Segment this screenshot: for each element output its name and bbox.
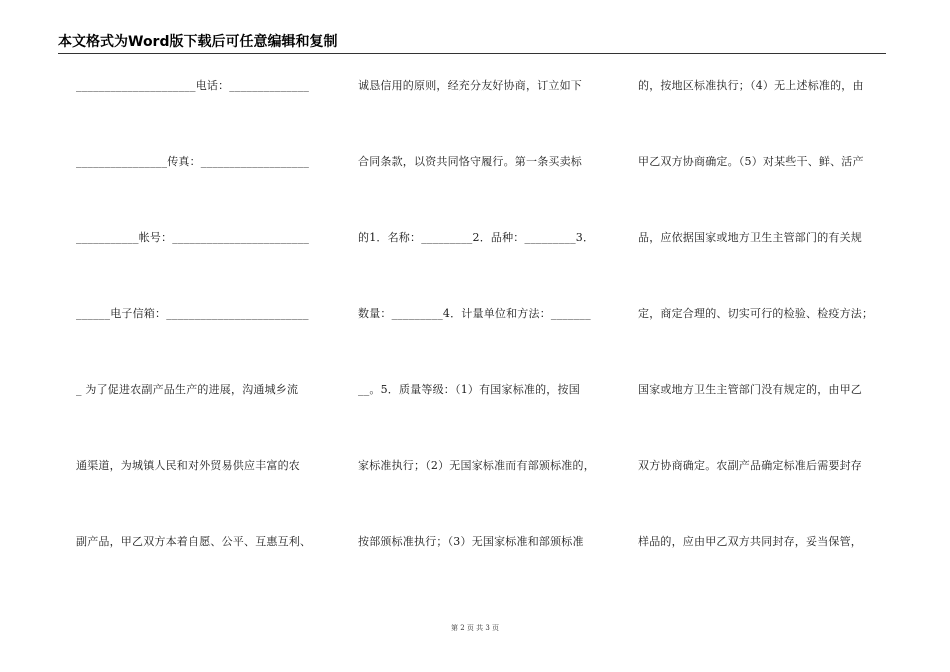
text-line: ___________帐号：________________________	[76, 231, 310, 244]
text-line: 双方协商确定。农副产品确定标准后需要封存	[638, 459, 862, 472]
header-title: 本文格式为Word版下载后可任意编辑和复制	[58, 34, 338, 50]
text-column-1	[76, 78, 324, 610]
text-line: 通渠道，为城镇人民和对外贸易供应丰富的农	[76, 459, 300, 472]
text-line: ________________传真：___________________	[76, 155, 310, 168]
text-line: 品，应依据国家或地方卫生主管部门的有关规	[638, 231, 862, 244]
page-number: 第 2 页 共 3 页	[450, 624, 500, 632]
text-line: 定，商定合理的、切实可行的检验、检疫方法；	[638, 307, 874, 320]
text-line: _ 为了促进农副产品生产的进展，沟通城乡流	[76, 383, 299, 396]
text-line: 甲乙双方协商确定。（5）对某些干、鲜、活产	[638, 155, 864, 168]
text-line: 副产品，甲乙双方本着自愿、公平、互惠互利、	[76, 535, 312, 548]
text-line: 按部颁标准执行；（3）无国家标准和部颁标准	[358, 535, 584, 548]
text-line: 样品的，应由甲乙双方共同封存，妥当保管，	[638, 535, 862, 548]
text-line: 诚恳信用的原则，经充分友好协商，订立如下	[358, 79, 582, 92]
text-column-3	[638, 78, 886, 610]
page-footer	[0, 623, 950, 633]
text-line: 家标准执行；（2）无国家标准而有部颁标准的，	[358, 459, 595, 472]
text-line: 的1．名称：_________2．品种：_________3．	[358, 231, 595, 244]
text-line: _____________________电话：______________	[76, 79, 310, 92]
text-line: ______电子信箱：_________________________	[76, 307, 309, 320]
document-header	[58, 33, 886, 54]
text-line: 合同条款，以资共同恪守履行。第一条买卖标	[358, 155, 582, 168]
text-line: 的，按地区标准执行；（4）无上述标准的，由	[638, 79, 864, 92]
text-line: __。5．质量等级：（1）有国家标准的，按国	[358, 383, 580, 396]
text-column-2	[358, 78, 606, 610]
text-line: 数量：_________4．计量单位和方法：_______	[358, 307, 591, 320]
text-line: 国家或地方卫生主管部门没有规定的，由甲乙	[638, 383, 862, 396]
